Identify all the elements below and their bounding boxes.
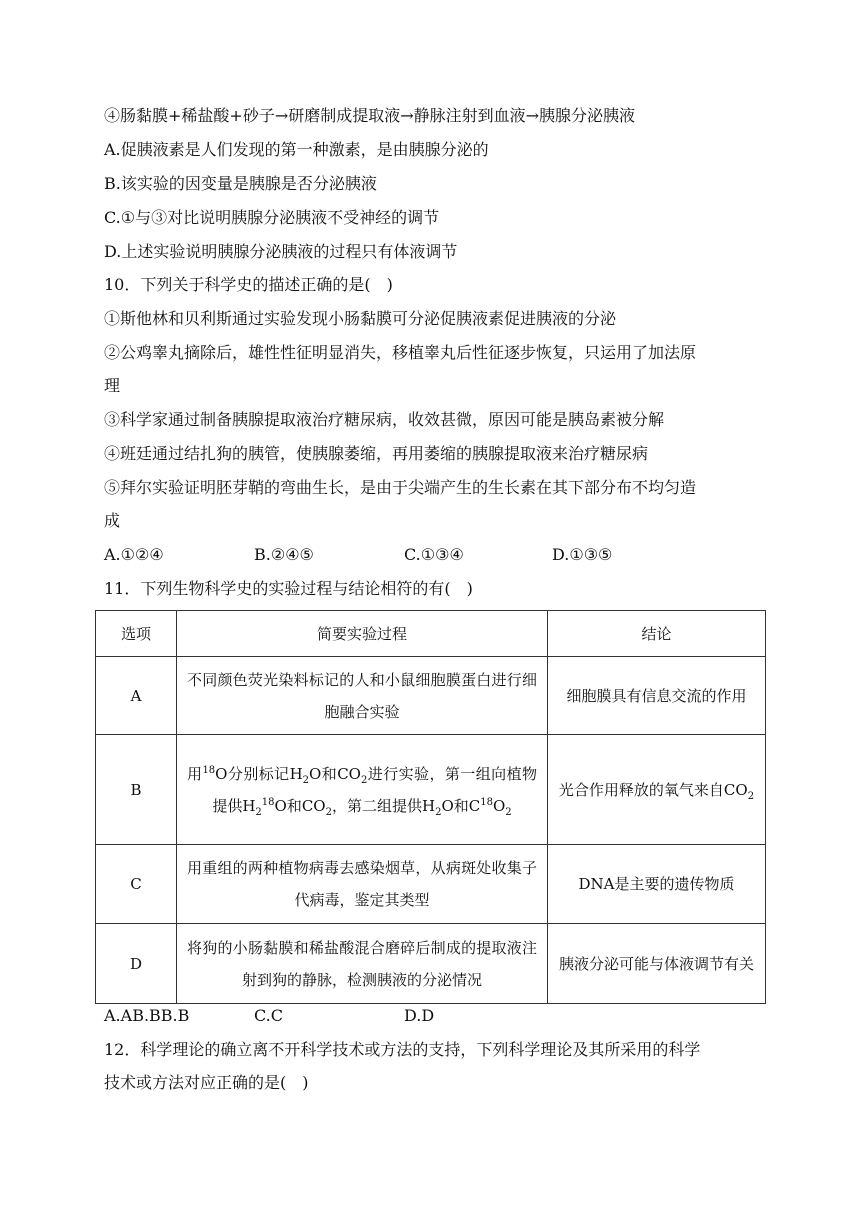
table-row bbox=[96, 845, 766, 924]
question10-item5: ⑤拜尔实验证明胚芽鞘的弯曲生长，是由于尖端产生的生长素在其下部分布不均匀造 bbox=[104, 478, 697, 497]
row-process bbox=[177, 735, 548, 845]
isotope-superscript: 18 bbox=[261, 796, 275, 808]
header-process: 简要实验过程 bbox=[177, 611, 548, 657]
question9-option-a: A.促胰液素是人们发现的第一种激素，是由胰腺分泌的 bbox=[104, 140, 489, 159]
question10-item2: ②公鸡睾丸摘除后，雄性性征明显消失，移植睾丸后性征逐步恢复，只运用了加法原 bbox=[104, 343, 697, 362]
header-conclusion: 结论 bbox=[548, 611, 766, 657]
text-run: O bbox=[492, 796, 506, 815]
text-run: O和CO bbox=[309, 764, 361, 783]
question10-option: B.②④⑤ bbox=[254, 545, 314, 564]
subscript: 2 bbox=[325, 806, 332, 818]
text-run: 光合作用释放的氧气来自CO bbox=[558, 780, 748, 799]
text-run: 用 bbox=[187, 764, 203, 783]
question9-item4: ④肠黏膜+稀盐酸+砂子→研磨制成提取液→静脉注射到血液→胰腺分泌胰液 bbox=[104, 106, 636, 125]
row-process: 将狗的小肠黏膜和稀盐酸混合磨碎后制成的提取液注射到狗的静脉，检测胰液的分泌情况 bbox=[177, 924, 548, 1004]
subscript: 2 bbox=[435, 806, 442, 818]
question10-item1: ①斯他林和贝利斯通过实验发现小肠黏膜可分泌促胰液素促进胰液的分泌 bbox=[104, 309, 617, 328]
subscript: 2 bbox=[360, 774, 368, 786]
table-header-row bbox=[96, 611, 766, 657]
question12-stem-cont: 技术或方法对应正确的是( ) bbox=[104, 1073, 309, 1092]
isotope-superscript: 18 bbox=[202, 764, 216, 776]
question10-item2-cont: 理 bbox=[104, 376, 121, 395]
question9-option-b: B.该实验的因变量是胰腺是否分泌胰液 bbox=[104, 174, 377, 193]
text-run: ，第二组提供H bbox=[331, 796, 436, 815]
subscript: 2 bbox=[302, 774, 310, 786]
row-label: C bbox=[96, 845, 177, 924]
question12-stem: 12．科学理论的确立离不开科学技术或方法的支持，下列科学理论及其所采用的科学 bbox=[104, 1040, 701, 1059]
table-row bbox=[96, 657, 766, 735]
question10-item4: ④班廷通过结扎狗的胰管，使胰腺萎缩，再用萎缩的胰腺提取液来治疗糖尿病 bbox=[104, 444, 649, 463]
question10-option: D.①③⑤ bbox=[552, 545, 613, 564]
row-process: 不同颜色荧光染料标记的人和小鼠细胞膜蛋白进行细胞融合实验 bbox=[177, 657, 548, 735]
row-label: B bbox=[96, 735, 177, 845]
text-run: O和CO bbox=[274, 796, 326, 815]
row-conclusion: DNA是主要的遗传物质 bbox=[548, 845, 766, 924]
text-run: O和C bbox=[441, 796, 481, 815]
table-row bbox=[96, 735, 766, 845]
row-process: 用重组的两种植物病毒去感染烟草，从病斑处收集子代病毒，鉴定其类型 bbox=[177, 845, 548, 924]
text-run: O分别标记H bbox=[215, 764, 303, 783]
text-run: 进行实验，第一组向植物提供H bbox=[212, 764, 537, 815]
experiment-table bbox=[95, 610, 766, 1004]
row-conclusion: 胰液分泌可能与体液调节有关 bbox=[548, 924, 766, 1004]
question10-option: C.①③④ bbox=[404, 545, 464, 564]
question11-option: D.D bbox=[404, 1006, 435, 1025]
question10-item3: ③科学家通过制备胰腺提取液治疗糖尿病，收效甚微，原因可能是胰岛素被分解 bbox=[104, 410, 665, 429]
question10-option: A.①②④ bbox=[104, 545, 164, 564]
subscript: 2 bbox=[747, 790, 755, 802]
row-label: D bbox=[96, 924, 177, 1004]
row-label: A bbox=[96, 657, 177, 735]
header-option: 选项 bbox=[96, 611, 177, 657]
question11-stem: 11．下列生物科学史的实验过程与结论相符的有( ) bbox=[104, 579, 473, 598]
table-row bbox=[96, 924, 766, 1004]
question9-option-c: C.①与③对比说明胰腺分泌胰液不受神经的调节 bbox=[104, 208, 440, 227]
subscript: 2 bbox=[505, 806, 512, 818]
question10-stem: 10．下列关于科学史的描述正确的是( ) bbox=[104, 275, 393, 294]
question9-option-d: D.上述实验说明胰腺分泌胰液的过程只有体液调节 bbox=[104, 242, 458, 261]
subscript: 2 bbox=[255, 806, 262, 818]
question11-option: C.C bbox=[254, 1006, 283, 1025]
row-conclusion: 细胞膜具有信息交流的作用 bbox=[548, 657, 766, 735]
row-conclusion bbox=[548, 735, 766, 845]
question11-option: A.AB.BB.B bbox=[104, 1006, 190, 1025]
isotope-superscript: 18 bbox=[480, 796, 493, 808]
question10-item5-cont: 成 bbox=[104, 511, 121, 530]
